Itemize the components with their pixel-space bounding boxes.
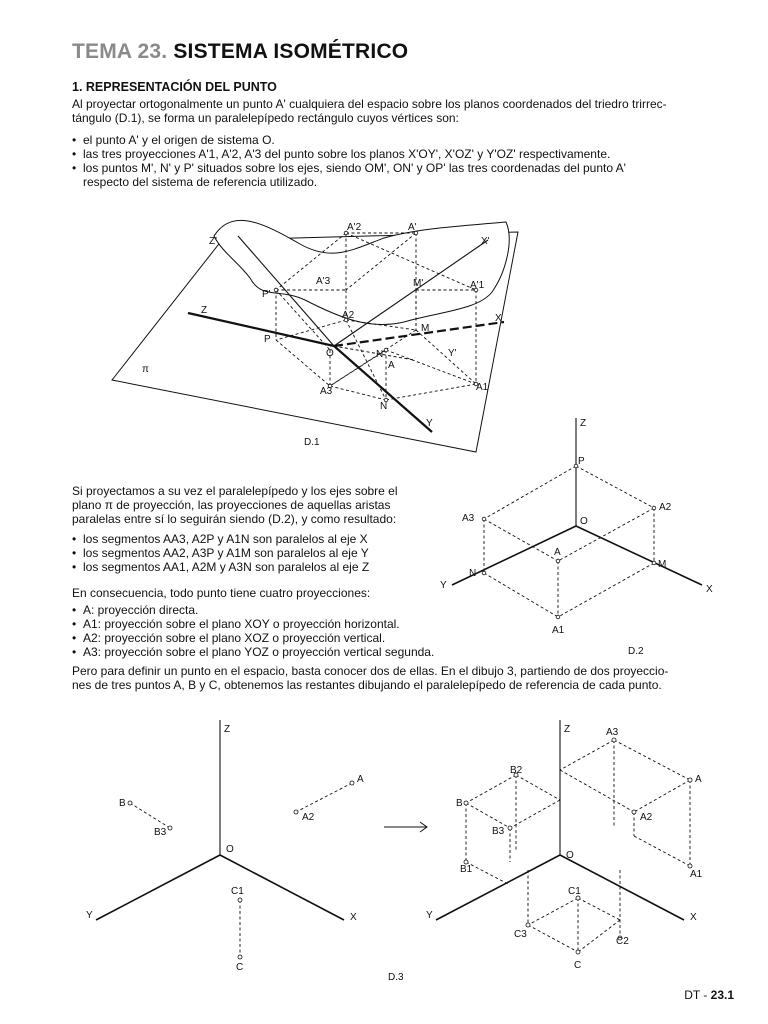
fig-label: P — [264, 334, 271, 345]
list-item: • A3: proyección sobre el plano YOZ o proyección vertical segunda. — [72, 645, 434, 659]
fig-label: O — [580, 516, 588, 527]
fig-label: B1 — [460, 864, 473, 875]
page-number — [684, 988, 734, 1002]
figure-caption: D.3 — [388, 972, 404, 983]
page-value: 23.1 — [710, 988, 734, 1002]
fig-label: C1 — [231, 886, 244, 897]
fig-label: Z — [564, 724, 571, 735]
fig-label: Z — [580, 418, 587, 429]
reference-boxes — [466, 740, 690, 952]
fig-label: A2 — [302, 812, 315, 823]
fig-label: O — [326, 348, 334, 359]
list-item: • A1: proyección sobre el plano XOY o proyección horizontal. — [72, 617, 434, 631]
fig-label: Y — [86, 910, 93, 921]
paragraph-line: nes de tres puntos A, B y C, obtenemos las restantes dibujando el paralelepípedo de referencia de cada punto. — [72, 678, 662, 692]
fig-label: X — [350, 912, 357, 923]
fig-label: A — [554, 547, 561, 558]
section-heading: 1. REPRESENTACIÓN DEL PUNTO — [72, 80, 277, 94]
fig-label: Y' — [448, 348, 457, 359]
fig-label: P' — [262, 289, 271, 300]
figure-caption: D.1 — [304, 437, 320, 448]
list-item: • los segmentos AA2, A3P y A1M son paralelos al eje Y — [72, 546, 369, 560]
paragraph-line: Pero para definir un punto en el espacio, basta conocer dos de ellas. En el dibujo 3, partiendo de dos proyeccio- — [72, 664, 669, 678]
paragraph-line: Si proyectamos a su vez el paralelepípedo y los ejes sobre el — [72, 484, 398, 498]
arrow-icon — [384, 822, 427, 832]
fig-label: N' — [376, 349, 386, 360]
fig-label: Z' — [209, 236, 218, 247]
fig-label: π — [142, 364, 149, 375]
fig-label: X — [690, 912, 697, 923]
fig-label: X — [495, 313, 502, 324]
fig-label: A2 — [659, 502, 672, 513]
fig-label: C2 — [616, 936, 629, 947]
topic-number: TEMA 23. — [72, 40, 168, 63]
list-item: • A: proyección directa. — [72, 603, 434, 617]
fig-label: A1 — [476, 382, 489, 393]
fig-label: A1 — [690, 869, 703, 880]
fig-label: P — [578, 456, 585, 467]
fig-label: B — [119, 798, 126, 809]
fig-label: A3 — [320, 386, 333, 397]
fig-label: C1 — [568, 886, 581, 897]
fig-label: O — [566, 850, 574, 861]
fig-label: A2 — [342, 310, 355, 321]
fig-label: A' — [408, 222, 417, 233]
fig-label: N — [469, 568, 477, 579]
fig-label: N — [380, 401, 388, 412]
fig-label: M — [421, 323, 430, 334]
fig-label: A'2 — [347, 222, 362, 233]
fig-label: C3 — [514, 929, 527, 940]
list-item: • el punto A' y el origen de sistema O. — [72, 133, 626, 147]
fig-label: Z — [201, 305, 208, 316]
fig-label: X' — [481, 236, 490, 247]
list-item: • A2: proyección sobre el plano XOZ o proyección vertical. — [72, 631, 434, 645]
intro-line: Al proyectar ortogonalmente un punto A' cualquiera del espacio sobre los planos coordenados del triedro trirrec- — [72, 97, 667, 111]
fig-label: Y — [426, 418, 433, 429]
fig-label: A'1 — [470, 280, 485, 291]
list-continuation: respecto del sistema de referencia utilizado. — [83, 175, 318, 189]
page-prefix: DT - — [684, 988, 711, 1002]
fig-label: Y — [426, 910, 433, 921]
fig-label: M — [658, 559, 667, 570]
list-item: • los puntos M', N' y P' situados sobre los ejes, siendo OM', ON' y OP' las tres coordenadas del punto A' — [72, 161, 626, 175]
fig-label: X — [706, 584, 713, 595]
fig-label: A'3 — [316, 276, 331, 287]
list-item: • las tres proyecciones A'1, A'2, A'3 del punto sobre los planos X'OY', X'OZ' y Y'OZ' respectivamente. — [72, 147, 626, 161]
fig-label: B — [456, 798, 463, 809]
paragraph-line: plano π de proyección, las proyecciones de aquellas aristas — [72, 498, 391, 512]
figure-caption: D.2 — [628, 646, 644, 657]
fig-label: A1 — [552, 625, 565, 636]
fig-label: C — [236, 962, 244, 973]
fig-label: A — [695, 774, 702, 785]
fig-label: A3 — [462, 513, 475, 524]
paragraph-line: paralelas entre sí lo seguirán siendo (D.2), y como resultado: — [72, 512, 397, 526]
fig-label: B3 — [154, 827, 167, 838]
fig-label: Y — [440, 580, 447, 591]
fig-label: B3 — [492, 826, 505, 837]
consequence-line: En consecuencia, todo punto tiene cuatro proyecciones: — [72, 586, 371, 600]
list-item: • los segmentos AA1, A2M y A3N son paralelos al eje Z — [72, 560, 369, 574]
intro-line: tángulo (D.1), se forma un paralelepípedo rectángulo cuyos vértices son: — [72, 111, 459, 125]
fig-label: M' — [413, 278, 424, 289]
fig-label: B2 — [510, 765, 523, 776]
fig-label: Z — [224, 724, 231, 735]
fig-label: C — [574, 960, 582, 971]
fig-label: A — [388, 360, 395, 371]
fig-label: O — [226, 844, 234, 855]
fig-label: A3 — [606, 727, 619, 738]
fig-label: A2 — [640, 812, 653, 823]
fig-label: A — [357, 774, 364, 785]
topic-name: SISTEMA ISOMÉTRICO — [173, 40, 409, 63]
list-item: • los segmentos AA3, A2P y A1N son paralelos al eje X — [72, 532, 369, 546]
